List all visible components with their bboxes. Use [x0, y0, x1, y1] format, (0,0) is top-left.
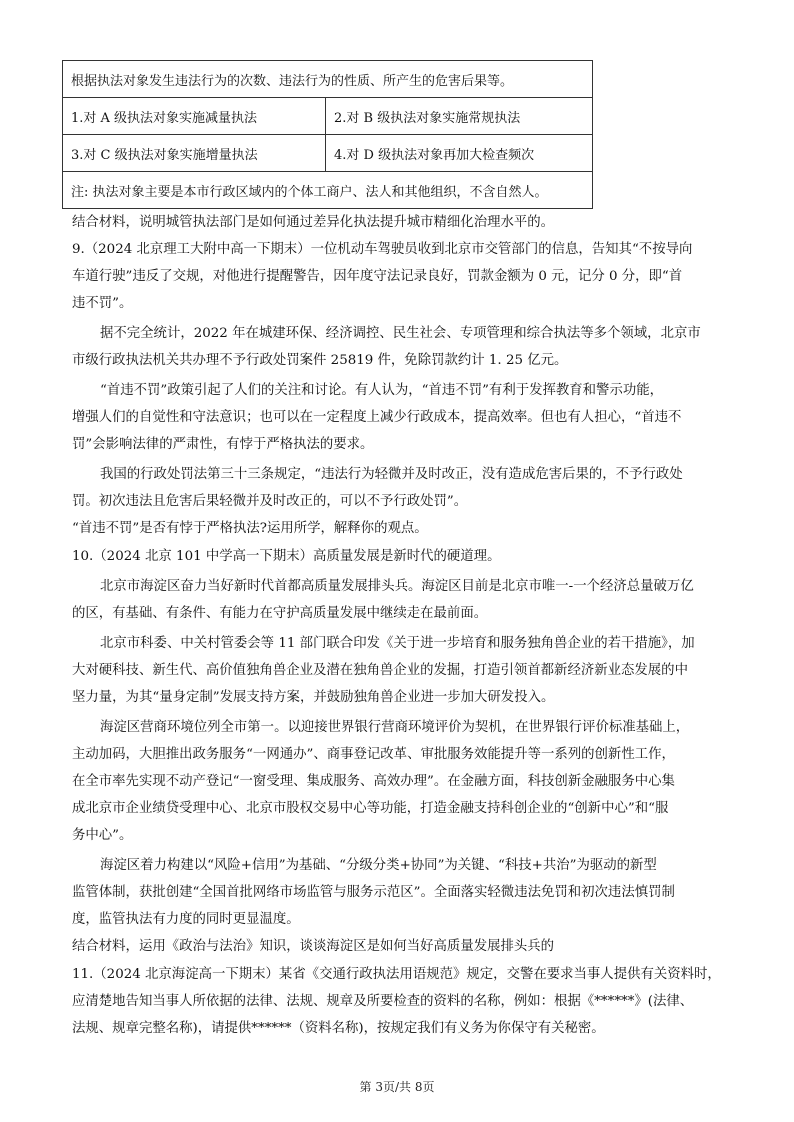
table-row [63, 135, 593, 172]
table-cell: 4.对 D 级执法对象再加大检查频次 [326, 135, 593, 172]
question-10-line: 10.（2024 北京 101 中学高一下期末）高质量发展是新时代的硬道理。 [72, 549, 501, 564]
paragraph-line: 据不完全统计，2022 年在城建环保、经济调控、民生社会、专项管理和综合执法等多个领域，北京市 [100, 326, 701, 341]
paragraph-line: 增强人们的自觉性和守法意识；也可以在一定程度上减少行政成本，提高效率。但也有人担心，“首违不 [72, 410, 682, 425]
table-row [63, 61, 593, 98]
question-11-line: 11.（2024 北京海淀高一下期末）某省《交通行政执法用语规范》规定，交警在要求当事人提供有关资料时， [72, 967, 721, 982]
table-cell: 3.对 C 级执法对象实施增量执法 [63, 135, 326, 172]
paragraph-line: 主动加码，大胆推出政务服务“一网通办”、商事登记改革、审批服务效能提升等一系列的创新性工作， [72, 747, 675, 762]
table-note-cell: 注: 执法对象主要是本市行政区域内的个体工商户、法人和其他组织，不含自然人。 [63, 172, 593, 209]
table-row [63, 172, 593, 209]
paragraph-line: 的区，有基础、有条件、有能力在守护高质量发展中继续走在最前面。 [72, 606, 488, 621]
table-row [63, 98, 593, 135]
page-number-footer: 第 3页/共 8页 [359, 1080, 435, 1094]
paragraph-line: 坚力量，为其“量身定制”发展支持方案，并鼓励独角兽企业进一步加大研发投入。 [72, 690, 555, 705]
question-prompt: “首违不罚”是否有悖于严格执法?运用所学，解释你的观点。 [72, 521, 428, 536]
paragraph-line: 在全市率先实现不动产登记“一窗受理、集成服务、高效办理”。在金融方面，科技创新金融服务中心集 [72, 774, 675, 789]
question-11-line: 法规、规章完整名称)，请提供******（资料名称)，按规定我们有义务为你保守有关秘密。 [72, 1021, 605, 1036]
paragraph-line: 我国的行政处罚法第三十三条规定，“违法行为轻微并及时改正，没有造成危害后果的，不予行政处 [100, 467, 683, 482]
question-9-line: 违不罚”。 [72, 296, 133, 311]
paragraph-line: 海淀区着力构建以“风险+信用”为基础、“分级分类+协同”为关键、“科技+共治”为驱动的新型 [100, 858, 657, 873]
paragraph-line: 北京市海淀区奋力当好新时代首都高质量发展排头兵。海淀区目前是北京市唯一-一个经济总量破万亿 [100, 579, 694, 594]
question-prompt: 结合材料，运用《政治与法治》知识，谈谈海淀区是如何当好高质量发展排头兵的 [72, 939, 555, 954]
paragraph-line: 罚。初次违法且危害后果轻微并及时改正的，可以不予行政处罚”。 [72, 494, 468, 509]
paragraph-line: 大对硬科技、新生代、高价值独角兽企业及潜在独角兽企业的发掘，打造引领首都新经济新业态发展的中 [72, 663, 688, 678]
paragraph-line: 北京市科委、中关村管委会等 11 部门联合印发《关于进一步培育和服务独角兽企业的若干措施》，加 [100, 636, 695, 651]
paragraph-line: 务中心”。 [72, 828, 133, 843]
question-11-line: 应清楚地告知当事人所依据的法律、法规、规章及所要检查的资料的名称，例如：根据《******》(法律、 [72, 994, 694, 1009]
paragraph-line: 海淀区营商环境位列全市第一。以迎接世界银行营商环境评价为契机，在世界银行评价标准基础上， [100, 720, 690, 735]
paragraph-line: 度，监管执法有力度的同时更显温度。 [72, 912, 300, 927]
question-9-line: 9.（2024 北京理工大附中高一下期末）一位机动车驾驶员收到北京市交管部门的信息，告知其“不按导向 [72, 242, 693, 257]
paragraph-line: “首违不罚”政策引起了人们的关注和讨论。有人认为，“首违不罚”有利于发挥教育和警示功能， [100, 383, 664, 398]
question-9-line: 车道行驶”违反了交规，对他进行提醒警告，因年度守法记录良好，罚款金额为 0 元，记分 0 分，即“首 [72, 269, 683, 284]
table-header-cell: 根据执法对象发生违法行为的次数、违法行为的性质、所产生的危害后果等。 [63, 61, 593, 98]
paragraph-line: 市级行政执法机关共办理不予行政处罚案件 25819 件，免除罚款约计 1. 25 亿元。 [72, 353, 568, 368]
table-cell: 2.对 B 级执法对象实施常规执法 [326, 98, 593, 135]
enforcement-table [62, 60, 593, 209]
paragraph-line: 监管体制，获批创建“全国首批网络市场监管与服务示范区”。全面落实轻微违法免罚和初次违法慎罚制 [72, 885, 675, 900]
paragraph-line: 成北京市企业绩贷受理中心、北京市股权交易中心等功能，打造金融支持科创企业的“创新中心”和“服 [72, 801, 669, 816]
question-prompt: 结合材料，说明城管执法部门是如何通过差异化执法提升城市精细化治理水平的。 [72, 215, 555, 230]
table-cell: 1.对 A 级执法对象实施减量执法 [63, 98, 326, 135]
paragraph-line: 罚”会影响法律的严肃性，有悖于严格执法的要求。 [72, 437, 374, 452]
